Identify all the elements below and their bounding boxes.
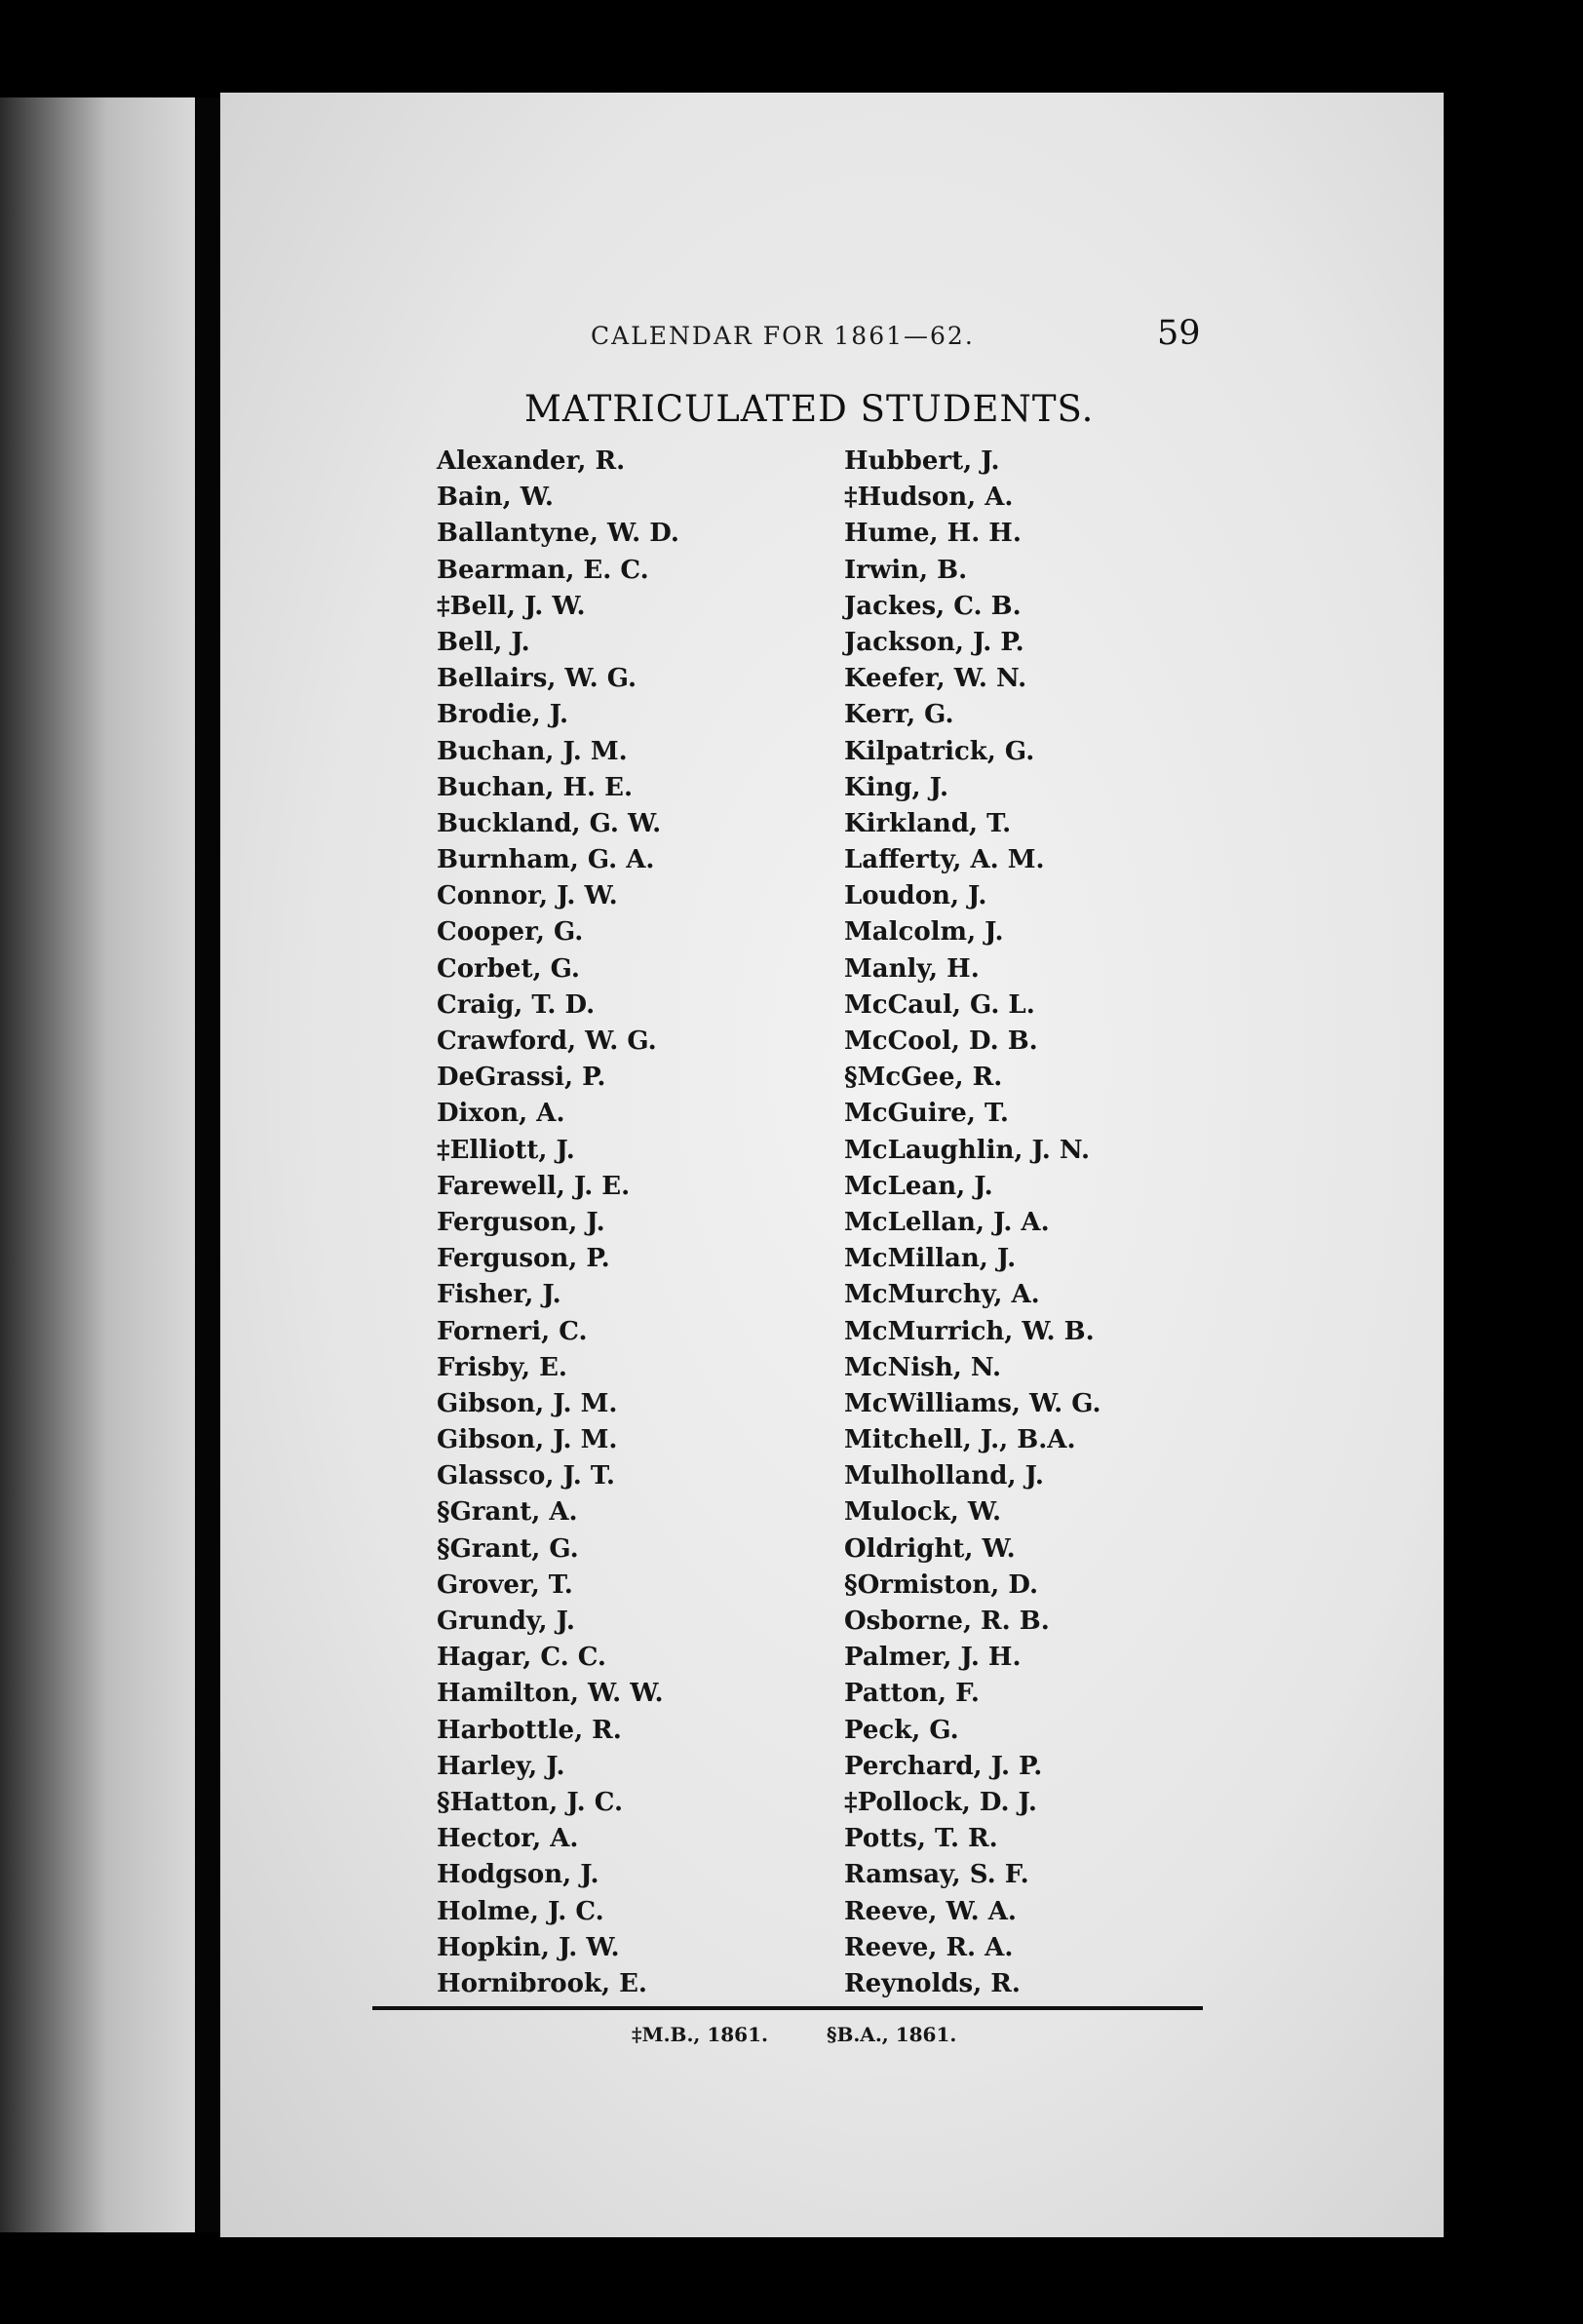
student-name: Bain, W. xyxy=(437,483,554,513)
student-name: Irwin, B. xyxy=(844,555,968,585)
student-name: Potts, T. R. xyxy=(844,1824,998,1854)
student-name: Burnham, G. A. xyxy=(437,845,655,875)
student-name: Malcolm, J. xyxy=(844,917,1004,948)
student-name: Buckland, G. W. xyxy=(437,808,662,838)
student-name: Ballantyne, W. D. xyxy=(437,519,679,549)
student-name: Mitchell, J., B.A. xyxy=(844,1425,1076,1455)
student-name: McGuire, T. xyxy=(844,1099,1009,1129)
student-name: Hagar, C. C. xyxy=(437,1643,606,1673)
student-name: McLaughlin, J. N. xyxy=(844,1135,1091,1165)
student-name: King, J. xyxy=(844,772,948,802)
student-name: Ramsay, S. F. xyxy=(844,1860,1029,1890)
student-name: Mulholland, J. xyxy=(844,1461,1044,1491)
student-name: Brodie, J. xyxy=(437,700,569,730)
binding-gutter xyxy=(195,97,220,2232)
student-name: Hodgson, J. xyxy=(437,1860,599,1890)
student-name: Jackes, C. B. xyxy=(844,591,1022,621)
student-name: McNish, N. xyxy=(844,1352,1002,1382)
student-name: McWilliams, W. G. xyxy=(844,1388,1101,1418)
names-column-left xyxy=(437,444,679,2002)
student-name: Kirkland, T. xyxy=(844,808,1012,838)
student-name: Manly, H. xyxy=(844,953,980,984)
student-name: Hector, A. xyxy=(437,1824,579,1854)
student-name: McCaul, G. L. xyxy=(844,989,1035,1020)
student-name: Jackson, J. P. xyxy=(844,627,1024,657)
student-name: Gibson, J. M. xyxy=(437,1425,618,1455)
student-name: Reynolds, R. xyxy=(844,1968,1021,1998)
student-name: Reeve, R. A. xyxy=(844,1932,1014,1962)
student-name: DeGrassi, P. xyxy=(437,1063,606,1093)
student-name: §Grant, G. xyxy=(437,1533,579,1564)
student-name: McMurrich, W. B. xyxy=(844,1316,1095,1346)
student-name: Corbet, G. xyxy=(437,953,580,984)
student-name: Peck, G. xyxy=(844,1715,959,1745)
student-name: McLellan, J. A. xyxy=(844,1207,1050,1237)
student-name: Bellairs, W. G. xyxy=(437,664,637,694)
student-name: Grundy, J. xyxy=(437,1607,575,1636)
student-name: Lafferty, A. M. xyxy=(844,845,1045,875)
student-name: Mulock, W. xyxy=(844,1497,1002,1528)
student-name: Harley, J. xyxy=(437,1751,565,1781)
student-name: Gibson, J. M. xyxy=(437,1388,618,1418)
student-name: Crawford, W. G. xyxy=(437,1026,657,1056)
student-name: Cooper, G. xyxy=(437,917,584,948)
student-name: Farewell, J. E. xyxy=(437,1171,631,1201)
student-name: Bell, J. xyxy=(437,627,530,657)
section-title: MATRICULATED STUDENTS. xyxy=(524,388,1095,430)
page-number: 59 xyxy=(1157,314,1201,353)
student-name: ‡Pollock, D. J. xyxy=(844,1787,1037,1817)
student-name: Forneri, C. xyxy=(437,1316,588,1346)
student-name: Hume, H. H. xyxy=(844,519,1022,549)
student-name: Loudon, J. xyxy=(844,881,987,911)
student-name: ‡Hudson, A. xyxy=(844,483,1014,513)
student-name: Connor, J. W. xyxy=(437,881,618,911)
student-name: §Hatton, J. C. xyxy=(437,1787,624,1817)
student-name: Keefer, W. N. xyxy=(844,664,1027,694)
student-name: McMillan, J. xyxy=(844,1244,1017,1274)
student-name: Ferguson, P. xyxy=(437,1244,610,1274)
student-name: Kilpatrick, G. xyxy=(844,736,1035,766)
footnote-mb: ‡M.B., 1861. xyxy=(632,2023,768,2046)
student-name: §Ormiston, D. xyxy=(844,1569,1038,1600)
footnotes xyxy=(632,2023,956,2046)
student-name: Glassco, J. T. xyxy=(437,1461,615,1491)
student-name: Craig, T. D. xyxy=(437,989,596,1020)
student-name: Reeve, W. A. xyxy=(844,1896,1017,1926)
student-name: Osborne, R. B. xyxy=(844,1607,1050,1636)
student-name: Holme, J. C. xyxy=(437,1896,604,1926)
student-name: Hopkin, J. W. xyxy=(437,1932,620,1962)
student-name: Buchan, H. E. xyxy=(437,772,634,802)
scan-border xyxy=(1444,0,1583,2324)
student-name: Grover, T. xyxy=(437,1569,573,1600)
student-name: Dixon, A. xyxy=(437,1099,565,1129)
student-name: Patton, F. xyxy=(844,1679,980,1709)
student-name: Hornibrook, E. xyxy=(437,1968,647,1998)
names-column-right xyxy=(844,444,1101,2002)
student-name: Bearman, E. C. xyxy=(437,555,649,585)
student-name: Hubbert, J. xyxy=(844,446,1000,476)
student-name: §Grant, A. xyxy=(437,1497,578,1528)
footnote-ba: §B.A., 1861. xyxy=(826,2023,957,2046)
student-name: §McGee, R. xyxy=(844,1063,1003,1093)
student-name: Alexander, R. xyxy=(437,446,626,476)
student-name: Hamilton, W. W. xyxy=(437,1679,664,1709)
student-name: McMurchy, A. xyxy=(844,1280,1040,1310)
footer-rule xyxy=(372,2006,1203,2010)
student-name: Palmer, J. H. xyxy=(844,1643,1022,1673)
student-name: Perchard, J. P. xyxy=(844,1751,1043,1781)
student-name: Oldright, W. xyxy=(844,1533,1016,1564)
student-name: McLean, J. xyxy=(844,1171,993,1201)
student-name: Buchan, J. M. xyxy=(437,736,628,766)
facing-page-edge xyxy=(0,97,195,2232)
student-name: Kerr, G. xyxy=(844,700,954,730)
running-head: CALENDAR FOR 1861—62. xyxy=(591,322,975,350)
student-name: ‡Bell, J. W. xyxy=(437,591,586,621)
student-name: ‡Elliott, J. xyxy=(437,1135,575,1165)
student-name: Ferguson, J. xyxy=(437,1207,605,1237)
student-name: Harbottle, R. xyxy=(437,1715,622,1745)
student-name: McCool, D. B. xyxy=(844,1026,1038,1056)
student-name: Frisby, E. xyxy=(437,1352,567,1382)
student-name: Fisher, J. xyxy=(437,1280,561,1310)
